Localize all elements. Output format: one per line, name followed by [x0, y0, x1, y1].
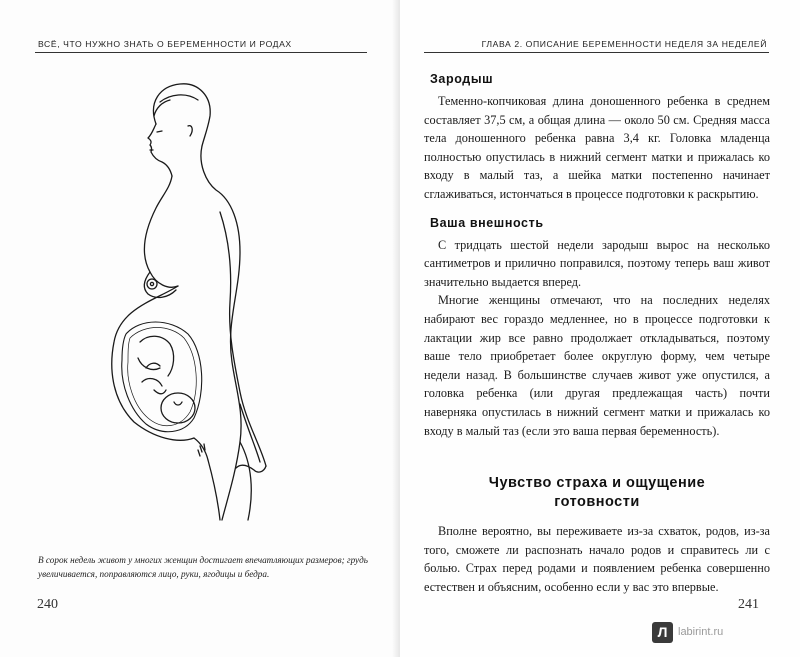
page-number-left: 240: [37, 597, 58, 612]
header-rule-right: [424, 52, 769, 53]
right-page-content: [424, 72, 770, 596]
running-head-left: ВСЁ, ЧТО НУЖНО ЗНАТЬ О БЕРЕМЕННОСТИ И РОДАХ: [38, 39, 292, 49]
labirint-logo-icon: Л: [652, 622, 673, 643]
pregnant-woman-illustration: [90, 72, 310, 530]
running-head-right: ГЛАВА 2. ОПИСАНИЕ БЕРЕМЕННОСТИ НЕДЕЛЯ ЗА НЕДЕЛЕЙ: [481, 39, 767, 49]
chapter-subheading-line2: готовности: [554, 494, 640, 511]
chapter-subheading-line1: Чувство страха и ощущение: [488, 475, 706, 492]
chapter-subheading: [424, 474, 770, 512]
header-rule-left: [35, 52, 367, 53]
paragraph-appearance-1: С тридцать шестой недели зародыш вырос на несколько сантиметров и прилично поправился, поэтому теперь ваш живот значительно выдается вперед.: [424, 237, 770, 289]
page-number-right: 241: [738, 597, 759, 612]
paragraph-fear: Вполне вероятно, вы переживаете из-за схваток, родов, из-за того, сможете ли распознать начало родов и справитесь ли с болью. Страх перед родами и появлением ребенка совершенно естествен и объясним, особенно если у вас это впервые.: [424, 524, 770, 594]
watermark-text: labirint.ru: [678, 626, 724, 638]
section-heading-fetus: Зародыш: [430, 72, 494, 86]
figure-caption: В сорок недель живот у многих женщин достигает впечатляющих размеров; грудь увеличивается, поправляются лицо, руки, ягодицы и бедра.: [38, 555, 368, 579]
paragraph-appearance-2: Многие женщины отмечают, что на последних неделях набирают вес гораздо медленнее, но в процессе подготовки к лактации жир все равно продолжает откладываться, поэтому ваше тело приобретает более округлую форму, чем четыре недели назад. В большинстве случаев живот уже опустился, а головка ребенка (или другая предлежащая часть) почти наверняка опустилась в нижний сегмент матки и прижалась ко входу в малый таз (если это ваша первая беременность).: [424, 293, 770, 438]
paragraph-fetus: Теменно-копчиковая длина доношенного ребенка в среднем составляет 37,5 см, а общая длина — около 50 см. Средняя масса тела доношенного ребенка равна 3,4 кг. Головка младенца полностью опустилась в нижний сегмент матки и прижалась ко входу в малый таз, а шейка матки постепенно начинает сглаживаться, истончаться в процессе подготовки к раскрытию.: [424, 94, 770, 201]
section-heading-appearance: Ваша внешность: [430, 215, 544, 230]
